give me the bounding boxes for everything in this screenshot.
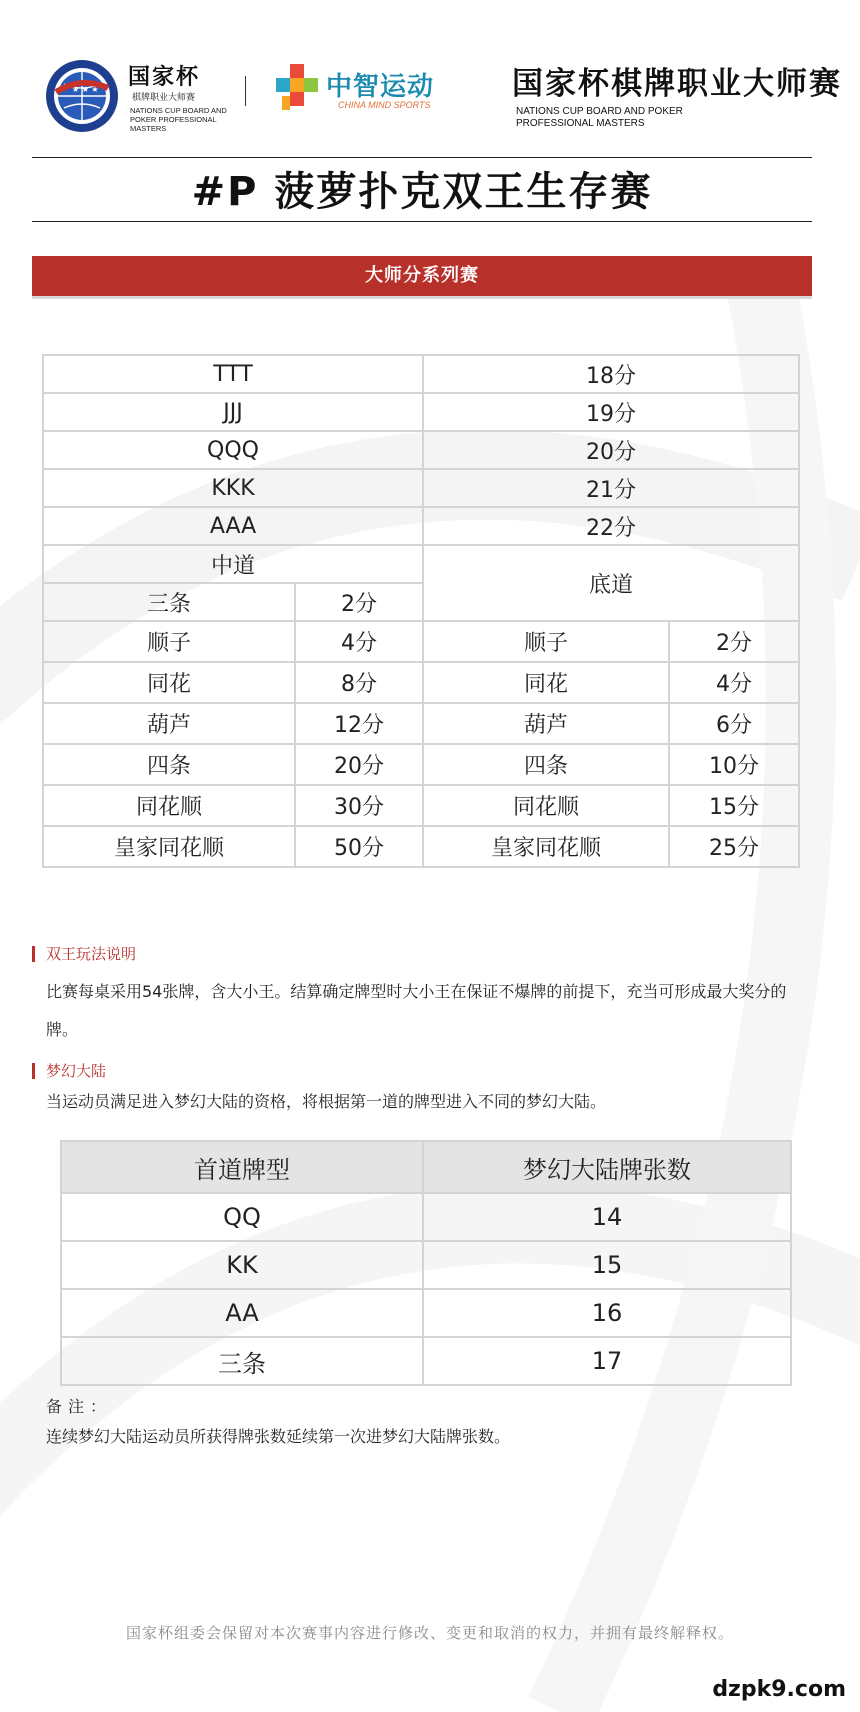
footer-disclaimer: 国家杯组委会保留对本次赛事内容进行修改、变更和取消的权力，并拥有最终解释权。 — [125, 1624, 734, 1642]
card-count-cell: 17 — [423, 1337, 791, 1385]
table-row — [43, 703, 799, 744]
bot-hand-cell: 葫芦 — [423, 703, 669, 744]
table-row — [43, 393, 799, 431]
mid-points-cell: 20分 — [295, 744, 423, 785]
table-row — [61, 1241, 791, 1289]
table-row — [43, 507, 799, 545]
heading-accent-bar — [32, 1063, 35, 1079]
table-row — [43, 621, 799, 662]
note-text: 连续梦幻大陆运动员所获得牌张数延续第一次进梦幻大陆牌张数。 — [46, 1427, 511, 1446]
column-header: 梦幻大陆牌张数 — [423, 1141, 791, 1193]
card-count-cell: 16 — [423, 1289, 791, 1337]
top-hand-cell: AAA — [43, 507, 423, 545]
table-row — [43, 826, 799, 867]
dream-land-text: 当运动员满足进入梦幻大陆的资格，将根据第一道的牌型进入不同的梦幻大陆。 — [46, 1092, 607, 1111]
table-row — [61, 1193, 791, 1241]
bot-points-cell: 25分 — [669, 826, 799, 867]
first-lane-hand-cell: KK — [61, 1241, 423, 1289]
svg-text:★ ★ ★: ★ ★ ★ — [72, 85, 99, 94]
note-label: 备注： — [46, 1397, 113, 1416]
title-rule-top — [32, 157, 812, 158]
bot-points-cell: 15分 — [669, 785, 799, 826]
top-hand-cell: KKK — [43, 469, 423, 507]
first-lane-hand-cell: 三条 — [61, 1337, 423, 1385]
table-row — [43, 744, 799, 785]
bot-hand-cell: 皇家同花顺 — [423, 826, 669, 867]
table-row — [43, 662, 799, 703]
first-lane-hand-cell: QQ — [61, 1193, 423, 1241]
bot-hand-cell: 顺子 — [423, 621, 669, 662]
top-hand-cell: TTT — [43, 355, 423, 393]
column-header: 首道牌型 — [61, 1141, 423, 1193]
mid-hand-cell: 顺子 — [43, 621, 295, 662]
logo-en-text: NATIONS CUP BOARD AND POKER PROFESSIONAL MASTERS — [130, 106, 227, 133]
header-title-en: NATIONS CUP BOARD AND POKER PROFESSIONAL MASTERS — [516, 106, 683, 129]
table-row — [43, 785, 799, 826]
table-row — [43, 355, 799, 393]
logo-cn-subtext: 棋牌职业大师赛 — [132, 93, 196, 103]
score-table — [42, 354, 800, 868]
nations-cup-emblem-icon — [44, 58, 120, 134]
top-points-cell: 20分 — [423, 431, 799, 469]
table-row — [43, 431, 799, 469]
mid-points-cell: 50分 — [295, 826, 423, 867]
top-points-cell: 22分 — [423, 507, 799, 545]
mid-points-cell: 2分 — [295, 583, 423, 621]
series-banner — [32, 256, 812, 296]
bot-hand-cell: 四条 — [423, 744, 669, 785]
first-lane-hand-cell: AA — [61, 1289, 423, 1337]
title-rule-bottom — [32, 221, 812, 222]
dream-land-heading-text: 梦幻大陆 — [46, 1062, 107, 1080]
card-count-cell: 14 — [423, 1193, 791, 1241]
joker-rules-heading-text: 双王玩法说明 — [46, 945, 137, 963]
top-hand-cell: JJJ — [43, 393, 423, 431]
mid-points-cell: 30分 — [295, 785, 423, 826]
mid-hand-cell: 同花 — [43, 662, 295, 703]
dream-land-heading — [32, 1062, 332, 1080]
bot-points-cell: 10分 — [669, 744, 799, 785]
page-header — [32, 50, 842, 150]
series-banner-label: 大师分系列赛 — [365, 265, 479, 286]
mid-points-cell: 4分 — [295, 621, 423, 662]
table-row — [61, 1337, 791, 1385]
china-mind-sports-en: CHINA MIND SPORTS — [338, 100, 431, 110]
bot-points-cell: 6分 — [669, 703, 799, 744]
heading-accent-bar — [32, 946, 35, 962]
banner-shadow — [32, 296, 812, 299]
mid-points-cell: 12分 — [295, 703, 423, 744]
table-header-row — [61, 1141, 791, 1193]
china-mind-sports-cn: 中智运动 — [326, 72, 435, 102]
header-title-cn: 国家杯棋牌职业大师赛 — [512, 66, 842, 102]
bot-hand-cell: 同花 — [423, 662, 669, 703]
mid-hand-cell: 四条 — [43, 744, 295, 785]
table-row — [43, 545, 799, 583]
bot-points-cell: 4分 — [669, 662, 799, 703]
china-mind-sports-logo-icon — [272, 62, 322, 112]
top-points-cell: 18分 — [423, 355, 799, 393]
mid-points-cell: 8分 — [295, 662, 423, 703]
bot-hand-cell: 同花顺 — [423, 785, 669, 826]
page-title: #P 菠萝扑克双王生存赛 — [191, 169, 653, 215]
table-row — [61, 1289, 791, 1337]
bottom-lane-label: 底道 — [423, 545, 799, 621]
top-points-cell: 21分 — [423, 469, 799, 507]
mid-hand-cell: 同花顺 — [43, 785, 295, 826]
bot-points-cell: 2分 — [669, 621, 799, 662]
site-watermark: dzpk9.com — [704, 1675, 854, 1704]
middle-lane-label: 中道 — [43, 545, 423, 583]
table-row — [43, 469, 799, 507]
top-points-cell: 19分 — [423, 393, 799, 431]
joker-rules-text: 比赛每桌采用54张牌，含大小王。结算确定牌型时大小王在保证不爆牌的前提下，充当可形成最大奖分的牌。 — [46, 982, 787, 1039]
mid-hand-cell: 皇家同花顺 — [43, 826, 295, 867]
joker-rules-heading — [32, 945, 332, 963]
card-count-cell: 15 — [423, 1241, 791, 1289]
header-divider — [245, 76, 246, 106]
top-hand-cell: QQQ — [43, 431, 423, 469]
logo-cn-text: 国家杯 — [128, 64, 201, 90]
mid-hand-cell: 葫芦 — [43, 703, 295, 744]
dream-land-table — [60, 1140, 792, 1386]
mid-hand-cell: 三条 — [43, 583, 295, 621]
